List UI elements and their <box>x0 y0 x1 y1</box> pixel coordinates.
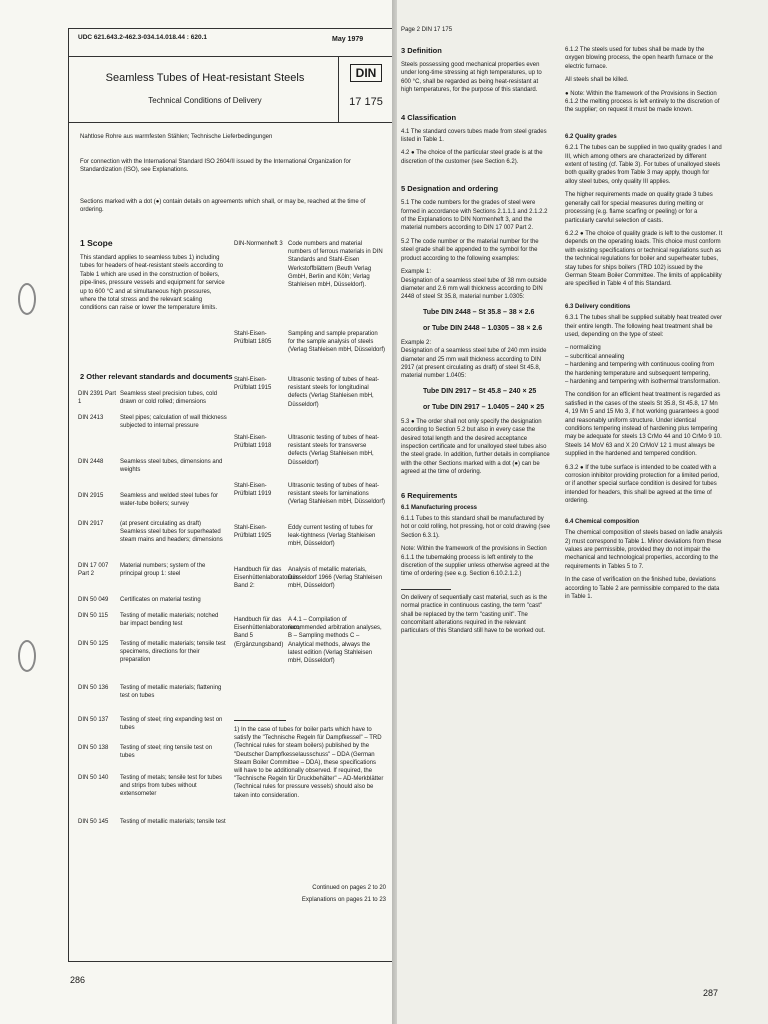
left-page: UDC 621.643.2-462.3-034.14.018.44 : 620.1 May 1979 Seamless Tubes of Heat-resistant Steels Technical Conditions of Delivery DIN 17 175 Nahtlose Rohre aus warmfesten Stählen; Technische Lieferbedingungen For connection with the International Standard ISO 2604/II issued by the International Organization for Standardization (ISO), see Explanations. Sections marked with a dot (●) contain details on agreements which shall, or may be, reached at the time of ordering. 1 Scope This standard applies to seamless tubes 1) including tubes for headers of heat-resistant steels according to Table 1 which are used in the construction of boilers, pipe-lines, pressure vessels and equipment for service up to 600 °C and at simultaneous high pressures, where the total stress and the relevant scaling conditions can raise or lower the temperature limits. 2 Other relevant standards and documents DIN 2391 Part 1 Seamless steel precision tubes, cold drawn or cold rolled; dimensions DIN 2413 Steel pipes; calculation of wall thickness subjected to internal pressure DIN 2448 Seamless steel tubes, dimensions and weights DIN 2915 Seamless and welded steel tubes for water-tube boilers; survey DIN 2917 (at present circulating as draft) Seamless steel tubes for superheated steam mains and headers; dimensions DIN 17 007 Part 2 Material numbers; system of the principal group 1: steel DIN 50 049 Certificates on material testing DIN 50 115 Testing of metallic materials; notched bar impact bending test DIN 50 125 Testing of metallic materials; tensile test specimens, directions for their preparation DIN 50 136 Testing of metallic materials; flattening test on tubes DIN 50 137 Testing of steel; ring expanding test on tubes DIN 50 138 Testing of steel; ring tensile test on tubes DIN 50 140 Testing of metals; tensile test for tubes and strips from tubes without extensometer DIN 50 145 Testing of metallic materials; tensile test DIN-Normenheft 3 Code numbers and material numbers of ferrous materials in DIN Standards and Stahl-Eisen Werkstoffblättern (Beuth Verlag GmbH, Berlin and Köln; Verlag Stahleisen mbH, Düsseldorf). Stahl-Eisen-Prüfblatt 1805 Sampling and sample preparation for the sample analysis of steels (Verlag Stahleisen mbH, Düsseldorf) Stahl-Eisen-Prüfblatt 1915 Ultrasonic testing of tubes of heat-resistant steels for longitudinal defects (Verlag Stahleisen mbH, Düsseldorf) Stahl-Eisen-Prüfblatt 1918 Ultrasonic testing of tubes of heat-resistant steels for transverse defects (Verlag Stahleisen mbH, Düsseldorf) Stahl-Eisen-Prüfblatt 1919 Ultrasonic testing of tubes of heat-resistant steels for laminations (Verlag Stahleisen mbH, Düsseldorf) Stahl-Eisen-Prüfblatt 1925 Eddy current testing of tubes for leak-tightness (Verlag Stahleisen mbH, Düsseldorf) Handbuch für das Eisenhüttenlaboratorium Band 2: Analysis of metallic materials, Düsseldorf 1966 (Verlag Stahleisen mbH, Düsseldorf) Handbuch für das Eisenhüttenlaboratorium, Band 5 (Ergänzungsband) A 4.1 – Compilation of recommended arbitration analyses, B – Sampling methods C – Analytical methods, always the latest edition (Verlag Stahleisen mbH, Düsseldorf) 1) In the case of tubes for boiler parts which have to satisfy the "Technische Regeln für Dampfkessel" – TRD (Technical rules for steam boilers) published by the "Deutscher Dampfkesselausschuss" – DDA (German Steam Boiler Committee – DDA), these specifications will have to be additionally observed. If required, the "Technische Regeln für Druckbehälter" – AD-Merkblätter (Technical rules for pressure vessels) should also be taken into consideration. Continued on pages 2 to 20 Explanations on pages 21 to 23 286 <box>0 0 400 1024</box>
continued-note: Continued on pages 2 to 20 <box>312 885 386 891</box>
classification-4-2: 4.2 ● The choice of the particular steel grade is at the discretion of the customer (see Section 6.2). <box>401 150 543 165</box>
delivery-6-3-2: 6.3.2 ● If the tube surface is intended to be coated with a corrosion inhibitor providing protection for a limited period, or if another special surface condition is desired for tubes intended for headers, this shall be agreed at the time of ordering. <box>565 464 720 505</box>
quality-grades-heading: 6.2 Quality grades <box>565 133 617 140</box>
issue-date: May 1979 <box>332 36 364 43</box>
example-1-text: Designation of a seamless steel tube of 38 mm outside diameter and 2.6 mm wall thickness according to DIN 2448 of steel St 35.8, material number 1.0305: <box>401 277 547 301</box>
classification-heading: 4 Classification <box>401 112 457 122</box>
heat-treatment-condition: The condition for an efficient heat treatment is regarded as satisfied in the cases of the steels St 35.8, St 45.8, 17 Mn 4, 19 Mn 5 and 15 Mo 3, if hot working guarantees a good and reasonably uniform structure. Under identical conditions tempering instead of hardening plus tempering may be adequate for steels 13 CrMo 44 and 10 CrMo 9 10. Steels 14 MoV 63 and X 20 CrMoV 12 1 must always be supplied in the hardened and tempered condition. <box>565 392 722 458</box>
quality-6-2-1: 6.2.1 The tubes can be supplied in two quality grades I and III, which among others are characterized by different extent of testing (cf. Table 3). For tubes of unalloyed steels both quality grades from Table 3 may apply, though for alloy steel tubes, only quality III applies. <box>565 145 722 185</box>
requirements-heading: 6 Requirements <box>401 490 458 500</box>
designation-heading: 5 Designation and ordering <box>401 184 499 194</box>
example-1-alt-line: or Tube DIN 2448 – 1.0305 – 38 × 2.6 <box>423 324 543 332</box>
cast-footnote: On delivery of sequentially cast material, such as is the normal practice in continuous casting, the term "cast" shall be replaced by the term "casting unit". The concomitant alterations required in the relevant particulars of this Standard still have to be worked out. <box>401 594 548 635</box>
melting-note: ● Note: Within the framework of the Provisions in Section 6.1.2 the melting process is left entirely to the discretion of the supplier; on request it must be made known. <box>565 90 720 114</box>
delivery-6-3-1: 6.3.1 The tubes shall be supplied suitably heat treated over their entire length. The following heat treatment shall be used, depending on the type of steel: <box>565 315 722 338</box>
example-2-text: Designation of a seamless steel tube of 240 mm inside diameter and 25 mm wall thickness according to DIN 2917 (at present circulating as draft) of steel St 45.8, material number 1.0405: <box>401 348 547 380</box>
footnote-rule <box>234 720 286 721</box>
udc-number: UDC 621.643.2-462.3-034.14.018.44 : 620.1 <box>78 34 208 41</box>
quality-higher-requirements: The higher requirements made on quality grade 3 tubes generally call for special measures during melting or processing (e.g. flame scarfing or peeling) or for a particularly careful selection of casts. <box>565 192 713 224</box>
iso-connection-note: For connection with the International Standard ISO 2604/II issued by the International Organization for Standardization (ISO), see Explanations. <box>80 159 351 174</box>
heat-treatment-item: – normalizing <box>565 345 601 352</box>
designation-5-2: 5.2 The code number or the material number for the steel grade shall be appended to the symbol for the product according to the following examples: <box>401 238 539 262</box>
heat-treatment-item: – hardening and tempering with continuous cooling from the hardening temperature and subsequent tempering, <box>565 362 715 377</box>
scope-text: This standard applies to seamless tubes 1) including tubes for headers of heat-resistant steels according to Table 1 which are used in the construction of boilers, pipe-lines, pressure vessels and equipment for service up to 600 °C and at simultaneous high pressures, where the total stress and the relevant scaling conditions can raise or lower the temperature limits. <box>80 255 225 312</box>
chemical-composition-heading: 6.4 Chemical composition <box>565 518 640 525</box>
explanations-note: Explanations on pages 21 to 23 <box>301 897 386 903</box>
chemical-composition-text: The chemical composition of steels based on ladle analysis 2) must correspond to Table 1. Minor deviations from these values are permissible, provided they do not impair the mechanical and technological properties, according to the requirements in Tables 5 to 7. <box>565 530 723 570</box>
example-2-label: Example 2: <box>401 339 432 346</box>
manufacturing-note: Note: Within the framework of the provisions in Section 6.1.1 the tubemaking process is left entirely to the discretion of the supplier unless otherwise agreed at the time of ordering (see e.g. Section 6.10.2.1.2.) <box>401 546 550 578</box>
running-header: Page 2 DIN 17 175 <box>401 27 453 33</box>
example-1-label: Example 1: <box>401 269 432 276</box>
designation-5-1: 5.1 The code numbers for the grades of steel were formed in accordance with Sections 2.1.1.1 and 2.1.2.2 of the Explanations to DIN Normenheft 3, and the material numbers according to DIN 17 007 Part 2. <box>401 200 548 232</box>
column-2 <box>565 46 723 606</box>
document-subtitle: Technical Conditions of Delivery <box>148 96 262 105</box>
din-logo: DIN <box>350 64 382 82</box>
steelmaking-6-1-2: 6.1.2 The steels used for tubes shall be made by the oxygen blowing process, the open hearth furnace or the electric furnace. <box>565 47 714 70</box>
din-number: 17 175 <box>349 96 383 108</box>
page-number: 286 <box>70 975 86 985</box>
quality-6-2-2: 6.2.2 ● The choice of quality grade is left to the customer. It depends on the operating loads. This choice must conform with existing specifications or technical regulations such as the technical regulations for boiler and superheater tubes, stay tubes for ships boilers (TRD 102) issued by the German Steam Boiler Committee. The limits of applicability are specified in Table 4 of this Standard. <box>565 230 723 288</box>
classification-4-1: 4.1 The standard covers tubes made from steel grades listed in Table 1. <box>401 128 547 144</box>
heat-treatment-item: – subcritical annealing <box>565 353 625 360</box>
binder-hole <box>18 640 36 672</box>
header-rule <box>68 56 394 57</box>
column-1 <box>401 46 551 641</box>
designation-5-3: 5.3 ● The order shall not only specify the designation according to Section 5.2 but also in every case the desired total length and the desired acceptance inspection certificate and for unalloyed steel tubes also the steel grade. In addition, further details in compliance with the other Sections marked with a dot (●) can be agreed at the time of ordering. <box>401 418 550 476</box>
sections-note: Sections marked with a dot (●) contain details on agreements which shall, or may be, reached at the time of ordering. <box>80 199 366 214</box>
header-rule <box>68 122 394 123</box>
header-divider <box>338 56 339 122</box>
document-title: Seamless Tubes of Heat-resistant Steels <box>105 72 305 84</box>
binder-hole <box>18 283 36 315</box>
example-1-line: Tube DIN 2448 – St 35.8 – 38 × 2.6 <box>423 308 535 316</box>
definition-text: Steels possessing good mechanical properties even under long-time stressing at high temperatures, up to 600 °C, shall be regarded as being heat-resistant at high temperatures, for the purpose of this standard. <box>401 62 542 94</box>
example-2-line: Tube DIN 2917 – St 45.8 – 240 × 25 <box>423 387 537 395</box>
page-number: 287 <box>703 988 719 998</box>
heat-treatment-item: – hardening and tempering with isothermal transformation. <box>565 379 721 385</box>
german-title: Nahtlose Rohre aus warmfesten Stählen; Technische Lieferbedingungen <box>80 134 273 140</box>
manufacturing-heading: 6.1 Manufacturing process <box>401 504 478 511</box>
footnote: 1) In the case of tubes for boiler parts which have to satisfy the "Technische Regeln für Dampfkessel" – TRD (Technical rules for steam boilers) published by the "Deutscher Dampfkesselausschuss" – DDA (German Steam Boiler Committee – DDA), these specifications will have to be additionally observed. If required, the "Technische Regeln für Druckbehälter" – AD-Merkblätter (Technical rules for pressure vessels) should also be taken into consideration. <box>234 727 384 799</box>
example-2-alt-line: or Tube DIN 2917 – 1.0405 – 240 × 25 <box>423 403 545 411</box>
chemical-composition-finished-tube: In the case of verification on the finished tube, deviations according to Table 2 are permissible compared to the data in Table 1. <box>565 577 720 600</box>
other-standards-heading: 2 Other relevant standards and documents <box>80 372 233 381</box>
definition-heading: 3 Definition <box>401 46 442 55</box>
right-page <box>397 0 768 1024</box>
delivery-heading: 6.3 Delivery conditions <box>565 303 631 310</box>
scope-heading: 1 Scope <box>80 238 113 248</box>
manufacturing-6-1-1: 6.1.1 Tubes to this standard shall be manufactured by hot or cold rolling, hot pressing, hot or cold drawing (see Section 6.3.1). <box>401 516 551 539</box>
killed-statement: All steels shall be killed. <box>565 77 629 84</box>
footnote-rule <box>401 589 451 590</box>
